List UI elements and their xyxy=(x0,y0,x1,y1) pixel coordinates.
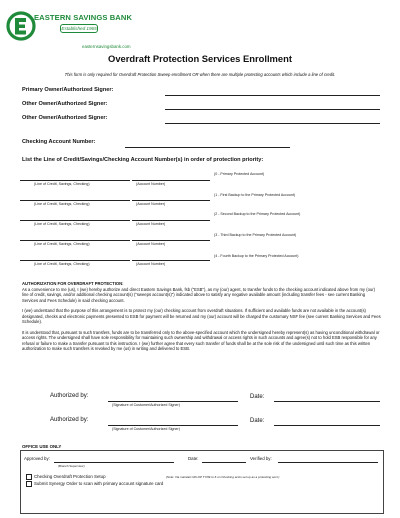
account-type-caption: (Line of Credit, Savings, Checking) xyxy=(34,202,90,206)
date-field-1[interactable] xyxy=(274,401,380,402)
overdraft-setup-label: Checking Overdraft Protection Setup xyxy=(34,474,106,479)
account-number-caption: (Account Number) xyxy=(136,222,166,226)
terms-paragraph-2: I (we) understand that the purpose of this arrangement is to protect my (our) checking account from overdraft situations. If sufficient and available funds are not available in the account(s) designated, checks and electronic payments presented to ESB for payment will be returned and my (our) account will be charged the customary NSF fee (see current Banking Services and Fees Schedule). xyxy=(22,308,381,324)
priority-label-2: (2 - Second Backup to the Primary Protected Account) xyxy=(214,212,301,216)
account-number-field-0[interactable] xyxy=(132,180,210,181)
account-number-field-2[interactable] xyxy=(132,220,210,221)
account-type-caption: (Line of Credit, Savings, Checking) xyxy=(34,222,90,226)
account-type-caption: (Line of Credit, Savings, Checking) xyxy=(34,182,90,186)
office-date-field[interactable] xyxy=(202,462,246,463)
other-owner-label-2: Other Owner/Authorized Signer: xyxy=(22,115,108,121)
account-number-field-4[interactable] xyxy=(132,260,210,261)
account-type-field-0[interactable] xyxy=(20,180,130,181)
date-field-2[interactable] xyxy=(274,425,380,426)
account-type-field-4[interactable] xyxy=(20,260,130,261)
priority-label-1: (1 - First Backup to the Primary Protected Account) xyxy=(214,193,296,197)
priority-label-4: (4 - Fourth Backup to the Primary Protected Account) xyxy=(214,254,299,258)
signature-field-1[interactable] xyxy=(108,401,238,402)
synergy-order-checkbox[interactable] xyxy=(26,481,32,487)
terms-paragraph-1: As a convenience to me (us), I (we) hereby authorize and direct Eastern Savings Bank, fsb ("ESB"), as my (our) agent, to transfer funds to the checking account indicated above from my (our) line of credit, savings, and/or additional checking account(s) ("sweeps account(s)") indicated above to satisfy any negative available amount (including transfer fees - see current Banking Services and Fees Schedule) in said checking account. xyxy=(22,286,376,303)
bank-website: easternsavingsbank.com xyxy=(82,44,131,49)
account-type-field-3[interactable] xyxy=(20,240,130,241)
other-owner-label-1: Other Owner/Authorized Signer: xyxy=(22,101,108,107)
established-badge: Established 1965 xyxy=(61,26,97,31)
account-number-field-3[interactable] xyxy=(132,240,210,241)
primary-owner-field[interactable] xyxy=(165,95,380,96)
account-type-field-2[interactable] xyxy=(20,220,130,221)
protection-list-heading: List the Line of Credit/Savings/Checking Account Number(s) in order of protection priority: xyxy=(22,157,264,163)
signature-caption-2: (Signature of Customer/Authorized Signer) xyxy=(112,427,180,431)
checking-account-label: Checking Account Number: xyxy=(22,139,96,145)
authorized-by-label-2: Authorized by: xyxy=(50,417,89,423)
office-date-label: Date: xyxy=(188,456,199,461)
checking-account-field[interactable] xyxy=(125,147,290,148)
authorized-by-label-1: Authorized by: xyxy=(50,393,89,399)
account-type-caption: (Line of Credit, Savings, Checking) xyxy=(34,262,90,266)
signature-field-2[interactable] xyxy=(108,425,238,426)
overdraft-setup-note: (Note: Via maintain ND-OP TYPE to 6 on Checking accts set up as a protecting acct.) xyxy=(166,475,280,479)
signature-caption-1: (Signature of Customer/Authorized Signer) xyxy=(112,403,180,407)
priority-label-3: (3 - Third Backup to the Primary Protected Account) xyxy=(214,233,297,237)
primary-owner-label: Primary Owner/Authorized Signer: xyxy=(22,87,114,93)
priority-label-0: (0 - Primary Protected Account) xyxy=(214,172,265,176)
account-number-caption: (Account Number) xyxy=(136,262,166,266)
account-type-field-1[interactable] xyxy=(20,200,130,201)
approved-by-label: Approved by: xyxy=(24,456,50,461)
terms-paragraph-3: It is understood that, pursuant to such transfers, funds are to be transferred only to the above-specified account which the undersigned hereby represent(s) as having unconditional withdrawal or access rights. The undersigned shall have sole responsibility for maintaining such ownership and withdrawal or access rights in such accounts and agree(s) not to hold ESB responsible for any refusal or failure to make a transfer pursuant to this instruction. I (we) further agree that every such transfer of funds shall be at the sole risk of the undersigned until such time as this written authorization to make such transfers is revoked by me (us) in writing and delivered to ESB. xyxy=(22,329,380,351)
account-number-caption: (Account Number) xyxy=(136,202,166,206)
approved-by-caption: (Branch Supervisor) xyxy=(58,464,85,468)
bank-logo-icon xyxy=(6,10,36,42)
office-use-heading: OFFICE USE ONLY xyxy=(22,444,62,449)
approved-by-field[interactable] xyxy=(54,462,174,463)
account-number-field-1[interactable] xyxy=(132,200,210,201)
account-number-caption: (Account Number) xyxy=(136,182,166,186)
terms-block xyxy=(22,281,382,352)
bank-name: EASTERN SAVINGS BANK xyxy=(34,13,133,22)
terms-heading: AUTHORIZATION FOR OVERDRAFT PROTECTION: xyxy=(22,281,124,286)
form-subtitle: This form is only required for Overdraft Protection Sweep enrollment OR when there are multiple protecting accounts which include a line of credit. xyxy=(64,72,336,77)
verified-by-label: Verified by: xyxy=(250,456,272,461)
verified-by-field[interactable] xyxy=(278,462,378,463)
overdraft-setup-checkbox[interactable] xyxy=(26,474,32,480)
date-label-2: Date: xyxy=(250,418,265,424)
date-label-1: Date: xyxy=(250,394,265,400)
account-type-caption: (Line of Credit, Savings, Checking) xyxy=(34,242,90,246)
synergy-order-label: Submit Synergy Order to scan with primary account signature card xyxy=(34,481,164,486)
other-owner-field-2[interactable] xyxy=(165,123,380,124)
form-title: Overdraft Protection Services Enrollment xyxy=(108,53,292,64)
other-owner-field-1[interactable] xyxy=(165,109,380,110)
account-number-caption: (Account Number) xyxy=(136,242,166,246)
